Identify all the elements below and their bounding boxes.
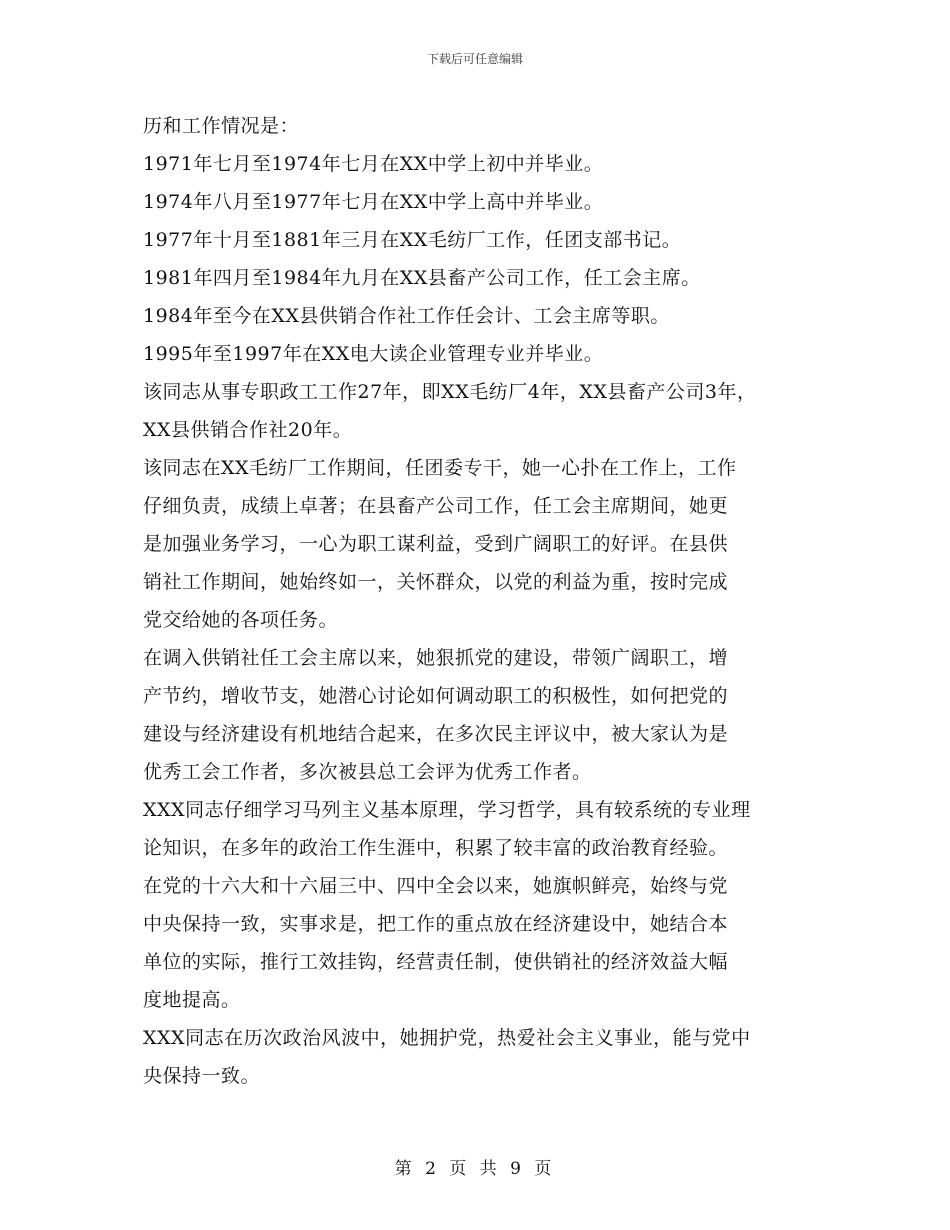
document-body [143,107,843,1095]
text-line: 1981年四月至1984年九月在XX县畜产公司工作，任工会主席。 [143,267,701,289]
text-line: 党交给她的各项任务。 [143,609,339,631]
text-line: 中央保持一致，实事求是，把工作的重点放在经济建设中，她结合本 [143,913,729,935]
text-line: 在党的十六大和十六届三中、四中全会以来，她旗帜鲜亮，始终与党 [143,875,729,897]
text-line: 该同志在XX毛纺厂工作期间，任团委专干，她一心扑在工作上，工作 [143,457,737,479]
text-line: 央保持一致。 [143,1065,261,1087]
text-line: 是加强业务学习，一心为职工谋利益，受到广阔职工的好评。在县供 [143,533,729,555]
text-line: XXX同志在历次政治风波中，她拥护党，热爱社会主义事业，能与党中 [143,1027,751,1049]
text-line: 销社工作期间，她始终如一，关怀群众，以党的利益为重，按时完成 [143,571,729,593]
text-line: 1974年八月至1977年七月在XX中学上高中并毕业。 [143,191,604,213]
text-line: 产节约，增收节支，她潜心讨论如何调动职工的积极性，如何把党的 [143,685,729,707]
text-line: 建设与经济建设有机地结合起来，在多次民主评议中，被大家认为是 [143,723,729,745]
text-line: 该同志从事专职政工工作27年，即XX毛纺厂4年，XX县畜产公司3年， [143,381,757,403]
text-line: 历和工作情况是： [143,115,300,137]
text-line: XXX同志仔细学习马列主义基本原理，学习哲学，具有较系统的专业理 [143,799,751,821]
page-header: 下载后可任意编辑 [426,52,523,66]
text-line: 1977年十月至1881年三月在XX毛纺厂工作，任团支部书记。 [143,229,682,251]
text-line: 1984年至今在XX县供销合作社工作任会计、工会主席等职。 [143,305,670,327]
text-line: 度地提高。 [143,989,241,1011]
page-number: 第 2 页 共 9 页 [394,1159,556,1179]
text-line: 在调入供销社任工会主席以来，她狠抓党的建设，带领广阔职工，增 [143,647,729,669]
text-line: 优秀工会工作者，多次被县总工会评为优秀工作者。 [143,761,592,783]
text-line: 论知识，在多年的政治工作生涯中，积累了较丰富的政治教育经验。 [143,837,729,859]
text-line: 单位的实际，推行工效挂钩，经营责任制，使供销社的经济效益大幅 [143,951,729,973]
text-line: 1995年至1997年在XX电大读企业管理专业并毕业。 [143,343,604,365]
text-line: 1971年七月至1974年七月在XX中学上初中并毕业。 [143,153,604,175]
text-line: XX县供销合作社20年。 [143,419,353,441]
text-line: 仔细负责，成绩上卓著；在县畜产公司工作，任工会主席期间，她更 [143,495,729,517]
